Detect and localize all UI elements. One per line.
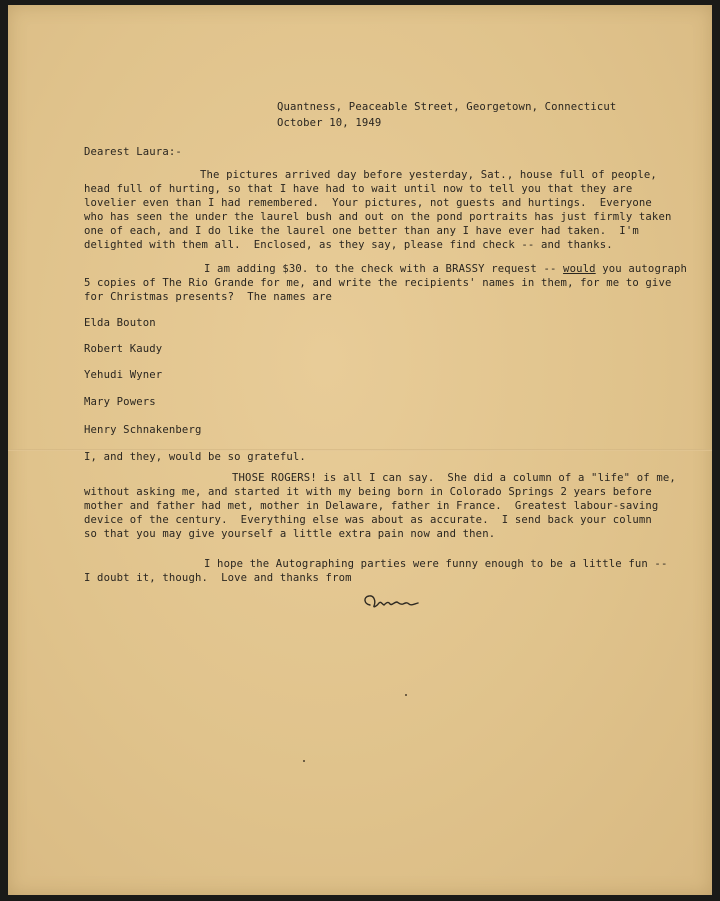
paper-speck	[303, 760, 305, 762]
body-line: 5 copies of The Rio Grande for me, and write the recipients' names in them, for me to give	[84, 277, 672, 289]
body-line: lovelier even than I had remembered. Your pictures, not guests and hurtings. Everyone	[84, 197, 652, 209]
underlined-word: would	[563, 263, 596, 275]
body-line: head full of hurting, so that I have had to wait until now to tell you that they are	[84, 183, 633, 195]
sender-address: Quantness, Peaceable Street, Georgetown, Connecticut	[277, 101, 617, 113]
letter-date: October 10, 1949	[277, 117, 382, 129]
list-item: Robert Kaudy	[84, 343, 163, 355]
body-line: device of the century. Everything else was about as accurate. I send back your column	[84, 514, 652, 526]
list-item: Henry Schnakenberg	[84, 424, 202, 436]
signature-mark	[360, 591, 432, 615]
body-line: who has seen the under the laurel bush and out on the pond portraits has just firmly taken	[84, 211, 672, 223]
body-line: I doubt it, though. Love and thanks from	[84, 572, 352, 584]
body-line: without asking me, and started it with my being born in Colorado Springs 2 years before	[84, 486, 652, 498]
body-line: so that you may give yourself a little extra pain now and then.	[84, 528, 496, 540]
grateful-line: I, and they, would be so grateful.	[84, 451, 306, 463]
body-text: I am adding $30. to the check with a BRASSY request --	[204, 263, 564, 275]
body-line: one of each, and I do like the laurel one better than any I have ever had taken. I'm	[84, 225, 639, 237]
body-line: The pictures arrived day before yesterday, Sat., house full of people,	[200, 169, 657, 181]
body-line: THOSE ROGERS! is all I can say. She did a column of a "life" of me,	[232, 472, 676, 484]
list-item: Yehudi Wyner	[84, 369, 163, 381]
salutation: Dearest Laura:-	[84, 146, 182, 158]
body-line: for Christmas presents? The names are	[84, 291, 333, 303]
list-item: Elda Bouton	[84, 317, 156, 329]
body-line: I hope the Autographing parties were funny enough to be a little fun --	[204, 558, 668, 570]
body-line: delighted with them all. Enclosed, as they say, please find check -- and thanks.	[84, 239, 613, 251]
body-text: you autograph	[595, 263, 688, 275]
handwritten-signature	[360, 591, 432, 620]
paper-speck	[405, 694, 407, 696]
body-line: mother and father had met, mother in Delaware, father in France. Greatest labour-saving	[84, 500, 659, 512]
list-item: Mary Powers	[84, 396, 156, 408]
body-line	[204, 263, 687, 275]
